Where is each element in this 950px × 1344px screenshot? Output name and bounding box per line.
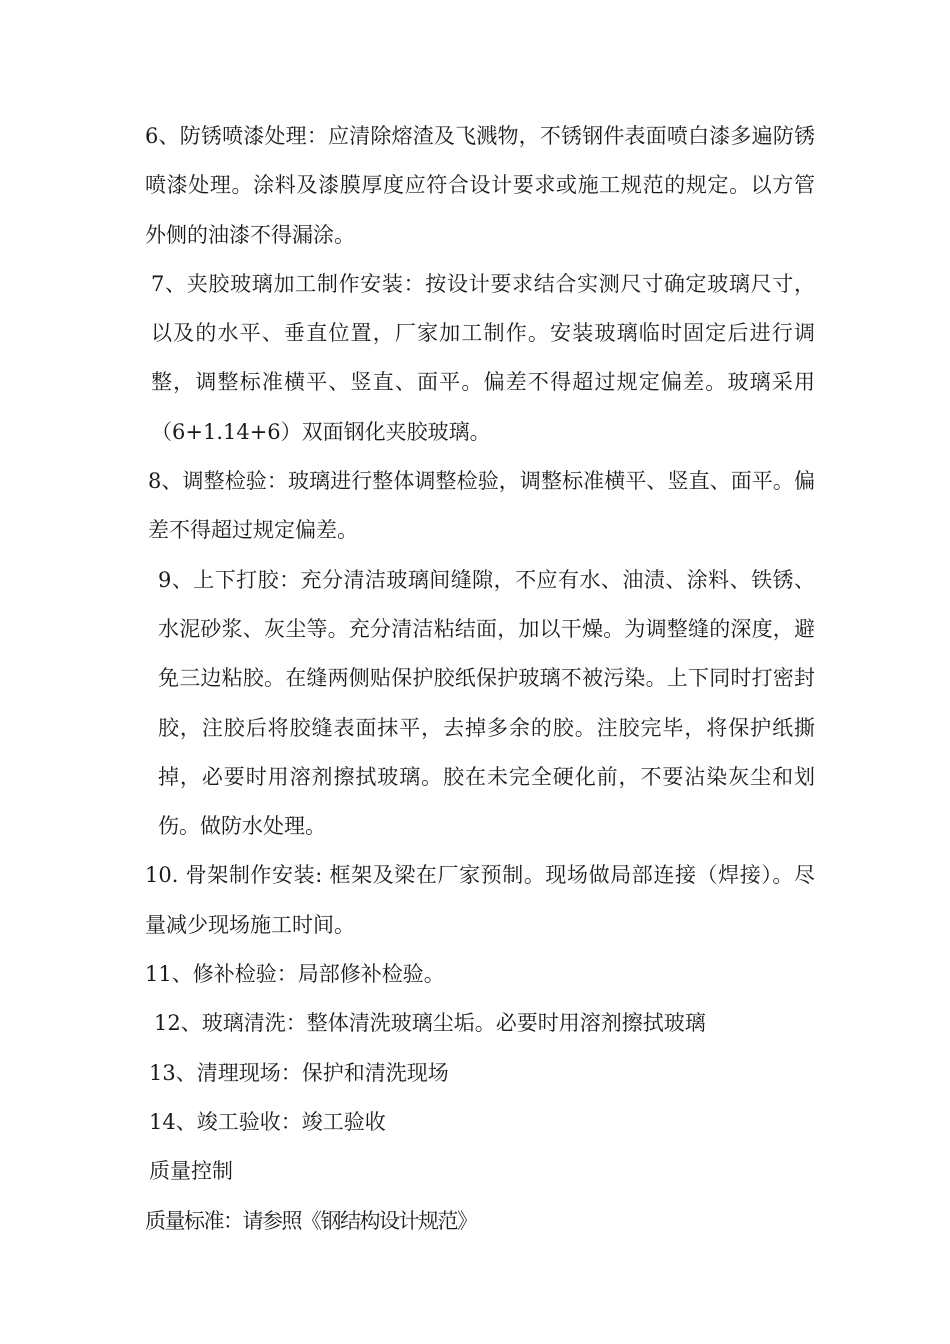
paragraph-repair-inspection: 11、修补检验：局部修补检验。	[145, 962, 445, 987]
paragraph-completion-acceptance: 14、竣工验收：竣工验收	[149, 1109, 386, 1134]
paragraph-rust-painting: 6、防锈喷漆处理：应清除熔渣及飞溅物，不锈钢件表面喷白漆多遍防锈喷漆处理。涂料及漆膜厚度应符合设计要求或施工规范的规定。以方管外侧的油漆不得漏涂。	[145, 124, 815, 247]
paragraph-glass-cleaning: 12、玻璃清洗：整体清洗玻璃尘垢。必要时用溶剂擦拭玻璃	[154, 1011, 706, 1036]
paragraph-quality-standard: 质量标准：请参照《钢结构设计规范》	[145, 1208, 477, 1233]
section-heading-quality-control: 质量控制	[149, 1159, 233, 1184]
paragraph-sealant-application: 9、上下打胶：充分清洁玻璃间缝隙，不应有水、油渍、涂料、铁锈、水泥砂浆、灰尘等。充分清洁粘结面，加以干燥。为调整缝的深度，避免三边粘胶。在缝两侧贴保护胶纸保护玻璃不被污染。上下同时打密封胶，注胶后将胶缝表面抹平，去掉多余的胶。注胶完毕，将保护纸撕掉，必要时用溶剂擦拭玻璃。胶在未完全硬化前，不要沾染灰尘和划伤。做防水处理。	[158, 567, 815, 839]
paragraph-site-cleanup: 13、清理现场：保护和清洗现场	[149, 1060, 449, 1085]
document-body	[145, 112, 815, 1246]
paragraph-laminated-glass-install: 7、夹胶玻璃加工制作安装：按设计要求结合实测尺寸确定玻璃尺寸，以及的水平、垂直位置，厂家加工制作。安装玻璃临时固定后进行调整，调整标准横平、竖直、面平。偏差不得超过规定偏差。玻璃采用（6+1.14+6）双面钢化夹胶玻璃。	[151, 271, 815, 444]
paragraph-frame-install: 10. 骨架制作安装: 框架及梁在厂家预制。现场做局部连接（焊接）。尽量减少现场施工时间。	[145, 863, 815, 937]
paragraph-adjust-inspection: 8、调整检验：玻璃进行整体调整检验，调整标准横平、竖直、面平。偏差不得超过规定偏差。	[148, 469, 815, 543]
